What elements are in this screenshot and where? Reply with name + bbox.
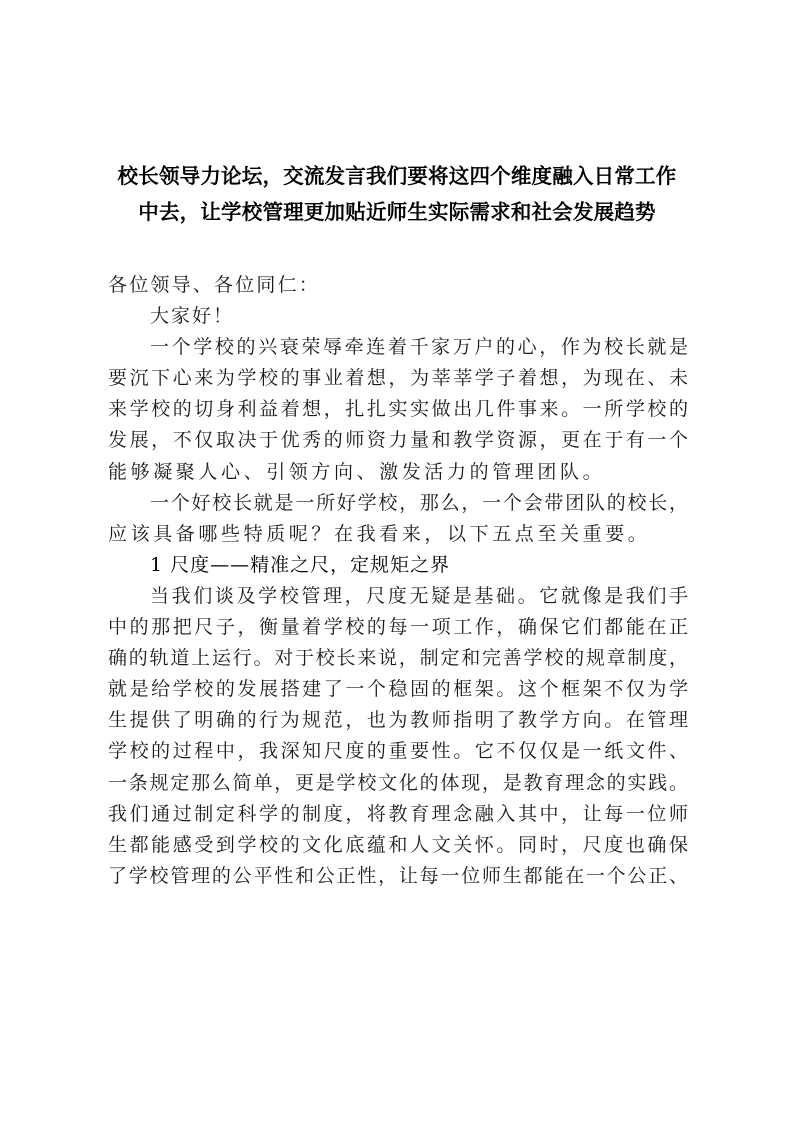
paragraph-line: 来学校的切身利益着想，扎扎实实做出几件事来。一所学校的 xyxy=(108,398,688,421)
paragraph-line: 一条规定那么简单，更是学校文化的体现，是教育理念的实践。 xyxy=(108,771,688,794)
document-body xyxy=(108,270,688,892)
greeting: 大家好！ xyxy=(150,305,235,328)
paragraph-line: 我们通过制定科学的制度，将教育理念融入其中，让每一位师 xyxy=(108,802,688,825)
paragraph-line: 确的轨道上运行。对于校长来说，制定和完善学校的规章制度， xyxy=(108,647,688,670)
paragraph-line: 发展，不仅取决于优秀的师资力量和教学资源，更在于有一个 xyxy=(108,429,688,452)
paragraph-line: 生都能感受到学校的文化底蕴和人文关怀。同时，尺度也确保 xyxy=(108,833,688,856)
paragraph-intro xyxy=(108,332,688,487)
paragraph-line: 要沉下心来为学校的事业着想，为莘莘学子着想，为现在、未 xyxy=(108,367,688,390)
title-line-1: 校长领导力论坛，交流发言我们要将这四个维度融入日常工作 xyxy=(117,164,677,188)
salutation: 各位领导、各位同仁： xyxy=(108,274,321,296)
paragraph-line: 学校的过程中，我深知尺度的重要性。它不仅仅是一纸文件、 xyxy=(108,740,688,763)
paragraph-line: 一个好校长就是一所好学校，那么，一个会带团队的校长， xyxy=(150,491,688,514)
paragraph-section-1 xyxy=(108,581,688,892)
paragraph-line: 当我们谈及学校管理，尺度无疑是基础。它就像是我们手 xyxy=(150,584,688,607)
paragraph-line: 能够凝聚人心、引领方向、激发活力的管理团队。 xyxy=(108,460,606,483)
paragraph-line: 生提供了明确的行为规范，也为教师指明了教学方向。在管理 xyxy=(108,709,688,732)
paragraph-line: 中的那把尺子，衡量着学校的每一项工作，确保它们都能在正 xyxy=(108,616,688,639)
paragraph-question xyxy=(108,488,688,550)
document-title xyxy=(100,158,694,230)
paragraph-line: 就是给学校的发展搭建了一个稳固的框架。这个框架不仅为学 xyxy=(108,678,688,701)
paragraph-line: 一个学校的兴衰荣辱牵连着千家万户的心，作为校长就是 xyxy=(150,336,688,359)
title-line-2: 中去，让学校管理更加贴近师生实际需求和社会发展趋势 xyxy=(138,200,656,224)
paragraph-line: 了学校管理的公平性和公正性，让每一位师生都能在一个公正、 xyxy=(108,864,688,887)
section-heading: 1 尺度——精准之尺，定规矩之界 xyxy=(150,553,451,576)
paragraph-line: 应该具备哪些特质呢？在我看来，以下五点至关重要。 xyxy=(108,522,651,545)
